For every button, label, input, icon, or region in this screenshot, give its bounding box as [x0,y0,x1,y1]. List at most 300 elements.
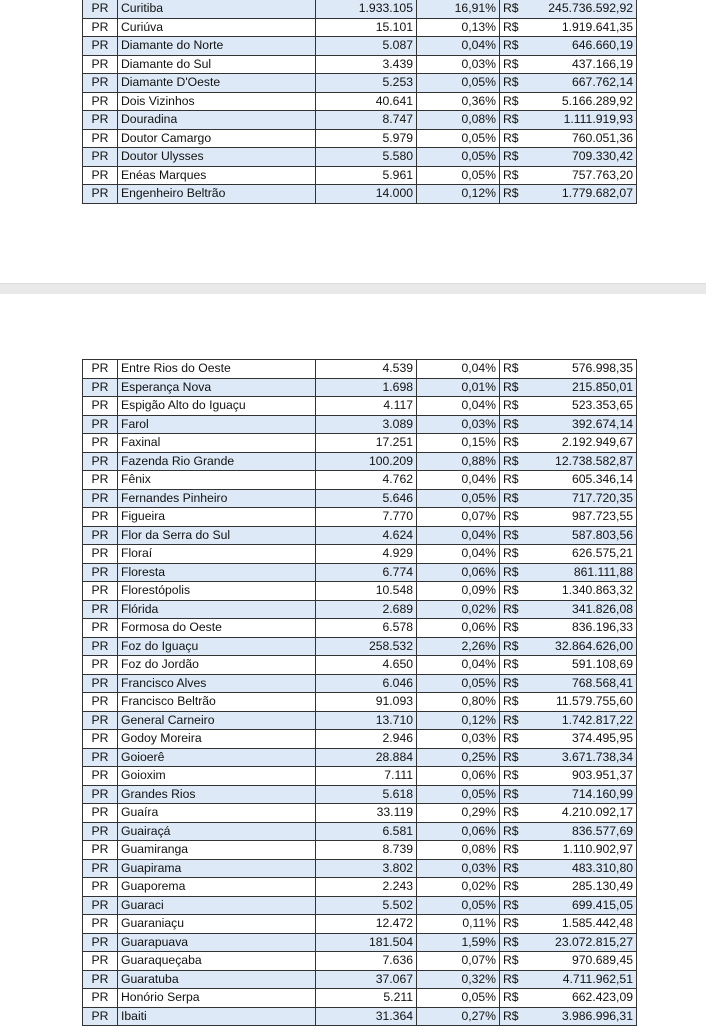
state-cell: PR [83,711,118,730]
percentage-cell: 0,12% [417,711,500,730]
municipality-name-cell: Goioxim [118,767,316,786]
table-row [83,785,637,804]
state-cell: PR [83,185,118,204]
population-cell: 91.093 [316,693,417,712]
percentage-cell: 0,04% [417,37,500,56]
table-row [83,37,637,56]
population-cell: 2.689 [316,600,417,619]
municipality-name-cell: Francisco Alves [118,674,316,693]
currency-symbol-cell: R$ [500,74,527,93]
population-cell: 1.698 [316,378,417,397]
municipality-name-cell: Fazenda Rio Grande [118,452,316,471]
state-cell: PR [83,526,118,545]
state-cell: PR [83,656,118,675]
population-cell: 4.624 [316,526,417,545]
state-cell: PR [83,637,118,656]
table-row [83,148,637,167]
state-cell: PR [83,378,118,397]
table-row [83,952,637,971]
population-cell: 5.253 [316,74,417,93]
percentage-cell: 0,12% [417,185,500,204]
population-cell: 37.067 [316,970,417,989]
amount-cell: 836.196,33 [526,619,637,638]
municipality-name-cell: Doutor Camargo [118,129,316,148]
state-cell: PR [83,397,118,416]
table-row [83,471,637,490]
state-cell: PR [83,360,118,379]
municipality-name-cell: Guarapuava [118,933,316,952]
table-row [83,92,637,111]
percentage-cell: 0,29% [417,804,500,823]
amount-cell: 646.660,19 [526,37,637,56]
municipality-name-cell: Flórida [118,600,316,619]
percentage-cell: 0,08% [417,841,500,860]
municipality-name-cell: Florestópolis [118,582,316,601]
population-cell: 8.739 [316,841,417,860]
table-row [83,563,637,582]
municipality-name-cell: Espigão Alto do Iguaçu [118,397,316,416]
table-row [83,674,637,693]
currency-symbol-cell: R$ [500,933,527,952]
population-cell: 17.251 [316,434,417,453]
currency-symbol-cell: R$ [500,952,527,971]
population-cell: 6.581 [316,822,417,841]
currency-symbol-cell: R$ [500,896,527,915]
amount-cell: 1.111.919,93 [526,111,637,130]
percentage-cell: 0,08% [417,111,500,130]
currency-symbol-cell: R$ [500,711,527,730]
table-row [83,508,637,527]
population-cell: 181.504 [316,933,417,952]
table-row [83,415,637,434]
amount-cell: 768.568,41 [526,674,637,693]
currency-symbol-cell: R$ [500,730,527,749]
table-row [83,55,637,74]
population-cell: 5.211 [316,989,417,1008]
table-row [83,896,637,915]
population-cell: 15.101 [316,18,417,37]
page-separator [0,283,706,294]
amount-cell: 903.951,37 [526,767,637,786]
table-row [83,748,637,767]
table-row [83,693,637,712]
state-cell: PR [83,933,118,952]
population-cell: 6.774 [316,563,417,582]
amount-cell: 1.779.682,07 [526,185,637,204]
currency-symbol-cell: R$ [500,148,527,167]
amount-cell: 5.166.289,92 [526,92,637,111]
percentage-cell: 0,25% [417,748,500,767]
currency-symbol-cell: R$ [500,859,527,878]
population-cell: 4.539 [316,360,417,379]
currency-symbol-cell: R$ [500,129,527,148]
currency-symbol-cell: R$ [500,166,527,185]
percentage-cell: 0,05% [417,148,500,167]
amount-cell: 757.763,20 [526,166,637,185]
table-row [83,970,637,989]
percentage-cell: 16,91% [417,0,500,18]
currency-symbol-cell: R$ [500,748,527,767]
population-cell: 31.364 [316,1007,417,1026]
state-cell: PR [83,915,118,934]
percentage-cell: 0,02% [417,878,500,897]
percentage-cell: 0,15% [417,434,500,453]
state-cell: PR [83,582,118,601]
currency-symbol-cell: R$ [500,785,527,804]
population-cell: 10.548 [316,582,417,601]
percentage-cell: 0,05% [417,166,500,185]
amount-cell: 605.346,14 [526,471,637,490]
table-row [83,637,637,656]
amount-cell: 1.340.863,32 [526,582,637,601]
population-cell: 4.117 [316,397,417,416]
percentage-cell: 0,04% [417,545,500,564]
amount-cell: 861.111,88 [526,563,637,582]
population-cell: 2.946 [316,730,417,749]
amount-cell: 4.210.092,17 [526,804,637,823]
state-cell: PR [83,508,118,527]
municipality-name-cell: Guaíra [118,804,316,823]
state-cell: PR [83,1007,118,1026]
percentage-cell: 0,09% [417,582,500,601]
state-cell: PR [83,166,118,185]
currency-symbol-cell: R$ [500,185,527,204]
state-cell: PR [83,767,118,786]
currency-symbol-cell: R$ [500,841,527,860]
population-cell: 13.710 [316,711,417,730]
currency-symbol-cell: R$ [500,878,527,897]
population-cell: 5.502 [316,896,417,915]
municipality-name-cell: Fernandes Pinheiro [118,489,316,508]
table-row [83,434,637,453]
population-cell: 33.119 [316,804,417,823]
table-body-bottom [83,360,637,1026]
population-cell: 28.884 [316,748,417,767]
municipality-name-cell: Esperança Nova [118,378,316,397]
municipality-name-cell: Diamante do Sul [118,55,316,74]
amount-cell: 709.330,42 [526,148,637,167]
population-cell: 8.747 [316,111,417,130]
table-row [83,397,637,416]
currency-symbol-cell: R$ [500,767,527,786]
population-cell: 5.618 [316,785,417,804]
state-cell: PR [83,600,118,619]
table-row [83,545,637,564]
currency-symbol-cell: R$ [500,489,527,508]
percentage-cell: 0,04% [417,397,500,416]
state-cell: PR [83,129,118,148]
percentage-cell: 2,26% [417,637,500,656]
municipality-name-cell: Fênix [118,471,316,490]
table-row [83,111,637,130]
amount-cell: 374.495,95 [526,730,637,749]
population-cell: 12.472 [316,915,417,934]
municipality-table-top [82,0,637,204]
percentage-cell: 0,05% [417,74,500,93]
currency-symbol-cell: R$ [500,582,527,601]
state-cell: PR [83,859,118,878]
currency-symbol-cell: R$ [500,915,527,934]
municipality-name-cell: Ibaiti [118,1007,316,1026]
table-row [83,859,637,878]
municipality-name-cell: Guapirama [118,859,316,878]
currency-symbol-cell: R$ [500,434,527,453]
state-cell: PR [83,452,118,471]
municipality-name-cell: Dois Vizinhos [118,92,316,111]
currency-symbol-cell: R$ [500,415,527,434]
percentage-cell: 0,03% [417,859,500,878]
population-cell: 3.089 [316,415,417,434]
population-cell: 3.802 [316,859,417,878]
amount-cell: 245.736.592,92 [526,0,637,18]
page-top-sheet [0,0,706,230]
currency-symbol-cell: R$ [500,656,527,675]
population-cell: 40.641 [316,92,417,111]
amount-cell: 23.072.815,27 [526,933,637,952]
table-row [83,166,637,185]
state-cell: PR [83,989,118,1008]
percentage-cell: 0,27% [417,1007,500,1026]
amount-cell: 12.738.582,87 [526,452,637,471]
state-cell: PR [83,92,118,111]
municipality-name-cell: Guaraqueçaba [118,952,316,971]
percentage-cell: 0,06% [417,563,500,582]
currency-symbol-cell: R$ [500,18,527,37]
state-cell: PR [83,841,118,860]
table-row [83,822,637,841]
amount-cell: 4.711.962,51 [526,970,637,989]
currency-symbol-cell: R$ [500,508,527,527]
municipality-table-bottom [82,359,637,1026]
state-cell: PR [83,415,118,434]
municipality-name-cell: Doutor Ulysses [118,148,316,167]
amount-cell: 714.160,99 [526,785,637,804]
population-cell: 3.439 [316,55,417,74]
population-cell: 5.580 [316,148,417,167]
municipality-name-cell: Farol [118,415,316,434]
amount-cell: 11.579.755,60 [526,693,637,712]
amount-cell: 285.130,49 [526,878,637,897]
percentage-cell: 0,03% [417,55,500,74]
amount-cell: 836.577,69 [526,822,637,841]
percentage-cell: 0,07% [417,508,500,527]
state-cell: PR [83,804,118,823]
percentage-cell: 0,03% [417,415,500,434]
municipality-name-cell: Francisco Beltrão [118,693,316,712]
table-row [83,1007,637,1026]
municipality-name-cell: Foz do Iguaçu [118,637,316,656]
table-row [83,878,637,897]
municipality-name-cell: Honório Serpa [118,989,316,1008]
currency-symbol-cell: R$ [500,526,527,545]
currency-symbol-cell: R$ [500,637,527,656]
state-cell: PR [83,693,118,712]
table-row [83,526,637,545]
currency-symbol-cell: R$ [500,989,527,1008]
table-row [83,933,637,952]
state-cell: PR [83,111,118,130]
table-row [83,360,637,379]
municipality-name-cell: Figueira [118,508,316,527]
table-row [83,378,637,397]
municipality-name-cell: Godoy Moreira [118,730,316,749]
amount-cell: 437.166,19 [526,55,637,74]
currency-symbol-cell: R$ [500,111,527,130]
amount-cell: 1.742.817,22 [526,711,637,730]
population-cell: 258.532 [316,637,417,656]
table-row [83,656,637,675]
currency-symbol-cell: R$ [500,674,527,693]
state-cell: PR [83,471,118,490]
percentage-cell: 0,11% [417,915,500,934]
table-row [83,489,637,508]
table-row [83,619,637,638]
amount-cell: 215.850,01 [526,378,637,397]
currency-symbol-cell: R$ [500,452,527,471]
amount-cell: 760.051,36 [526,129,637,148]
municipality-name-cell: Guairaçá [118,822,316,841]
population-cell: 6.578 [316,619,417,638]
percentage-cell: 0,06% [417,822,500,841]
amount-cell: 32.864.626,00 [526,637,637,656]
municipality-name-cell: Curitiba [118,0,316,18]
state-cell: PR [83,0,118,18]
percentage-cell: 0,01% [417,378,500,397]
table-row [83,452,637,471]
state-cell: PR [83,822,118,841]
municipality-name-cell: Floraí [118,545,316,564]
percentage-cell: 0,03% [417,730,500,749]
municipality-name-cell: Diamante D'Oeste [118,74,316,93]
table-row [83,600,637,619]
municipality-name-cell: Diamante do Norte [118,37,316,56]
amount-cell: 1.585.442,48 [526,915,637,934]
currency-symbol-cell: R$ [500,693,527,712]
municipality-name-cell: Guaraci [118,896,316,915]
table-row [83,730,637,749]
currency-symbol-cell: R$ [500,378,527,397]
amount-cell: 392.674,14 [526,415,637,434]
table-row [83,74,637,93]
currency-symbol-cell: R$ [500,92,527,111]
municipality-name-cell: Flor da Serra do Sul [118,526,316,545]
table-row [83,915,637,934]
amount-cell: 341.826,08 [526,600,637,619]
municipality-name-cell: Guamiranga [118,841,316,860]
state-cell: PR [83,878,118,897]
population-cell: 5.979 [316,129,417,148]
currency-symbol-cell: R$ [500,397,527,416]
amount-cell: 987.723,55 [526,508,637,527]
currency-symbol-cell: R$ [500,1007,527,1026]
state-cell: PR [83,619,118,638]
municipality-name-cell: Foz do Jordão [118,656,316,675]
percentage-cell: 0,06% [417,619,500,638]
municipality-name-cell: Faxinal [118,434,316,453]
population-cell: 5.961 [316,166,417,185]
municipality-name-cell: Goioerê [118,748,316,767]
population-cell: 7.636 [316,952,417,971]
amount-cell: 667.762,14 [526,74,637,93]
percentage-cell: 0,04% [417,656,500,675]
table-row [83,711,637,730]
amount-cell: 626.575,21 [526,545,637,564]
state-cell: PR [83,896,118,915]
percentage-cell: 0,07% [417,952,500,971]
currency-symbol-cell: R$ [500,0,527,18]
municipality-name-cell: Guaraniaçu [118,915,316,934]
percentage-cell: 0,13% [417,18,500,37]
municipality-name-cell: Douradina [118,111,316,130]
municipality-name-cell: Engenheiro Beltrão [118,185,316,204]
amount-cell: 662.423,09 [526,989,637,1008]
currency-symbol-cell: R$ [500,471,527,490]
amount-cell: 523.353,65 [526,397,637,416]
amount-cell: 1.110.902,97 [526,841,637,860]
table-row [83,841,637,860]
state-cell: PR [83,434,118,453]
state-cell: PR [83,674,118,693]
currency-symbol-cell: R$ [500,822,527,841]
table-row [83,129,637,148]
percentage-cell: 0,04% [417,526,500,545]
state-cell: PR [83,545,118,564]
currency-symbol-cell: R$ [500,804,527,823]
currency-symbol-cell: R$ [500,563,527,582]
table-row [83,18,637,37]
municipality-name-cell: Guaporema [118,878,316,897]
state-cell: PR [83,55,118,74]
amount-cell: 2.192.949,67 [526,434,637,453]
population-cell: 7.770 [316,508,417,527]
population-cell: 5.646 [316,489,417,508]
percentage-cell: 0,32% [417,970,500,989]
amount-cell: 3.986.996,31 [526,1007,637,1026]
state-cell: PR [83,74,118,93]
percentage-cell: 0,80% [417,693,500,712]
state-cell: PR [83,730,118,749]
amount-cell: 699.415,05 [526,896,637,915]
population-cell: 5.087 [316,37,417,56]
amount-cell: 1.919.641,35 [526,18,637,37]
municipality-name-cell: Grandes Rios [118,785,316,804]
table-row [83,804,637,823]
percentage-cell: 0,06% [417,767,500,786]
municipality-name-cell: Formosa do Oeste [118,619,316,638]
table-body-top [83,0,637,203]
population-cell: 1.933.105 [316,0,417,18]
percentage-cell: 0,04% [417,360,500,379]
currency-symbol-cell: R$ [500,545,527,564]
amount-cell: 970.689,45 [526,952,637,971]
population-cell: 14.000 [316,185,417,204]
population-cell: 4.650 [316,656,417,675]
amount-cell: 576.998,35 [526,360,637,379]
percentage-cell: 0,04% [417,471,500,490]
state-cell: PR [83,952,118,971]
currency-symbol-cell: R$ [500,360,527,379]
population-cell: 6.046 [316,674,417,693]
percentage-cell: 0,02% [417,600,500,619]
percentage-cell: 0,36% [417,92,500,111]
municipality-name-cell: Floresta [118,563,316,582]
page-bottom-sheet [0,294,706,1024]
municipality-name-cell: Entre Rios do Oeste [118,360,316,379]
amount-cell: 3.671.738,34 [526,748,637,767]
percentage-cell: 0,05% [417,489,500,508]
amount-cell: 483.310,80 [526,859,637,878]
table-row [83,767,637,786]
